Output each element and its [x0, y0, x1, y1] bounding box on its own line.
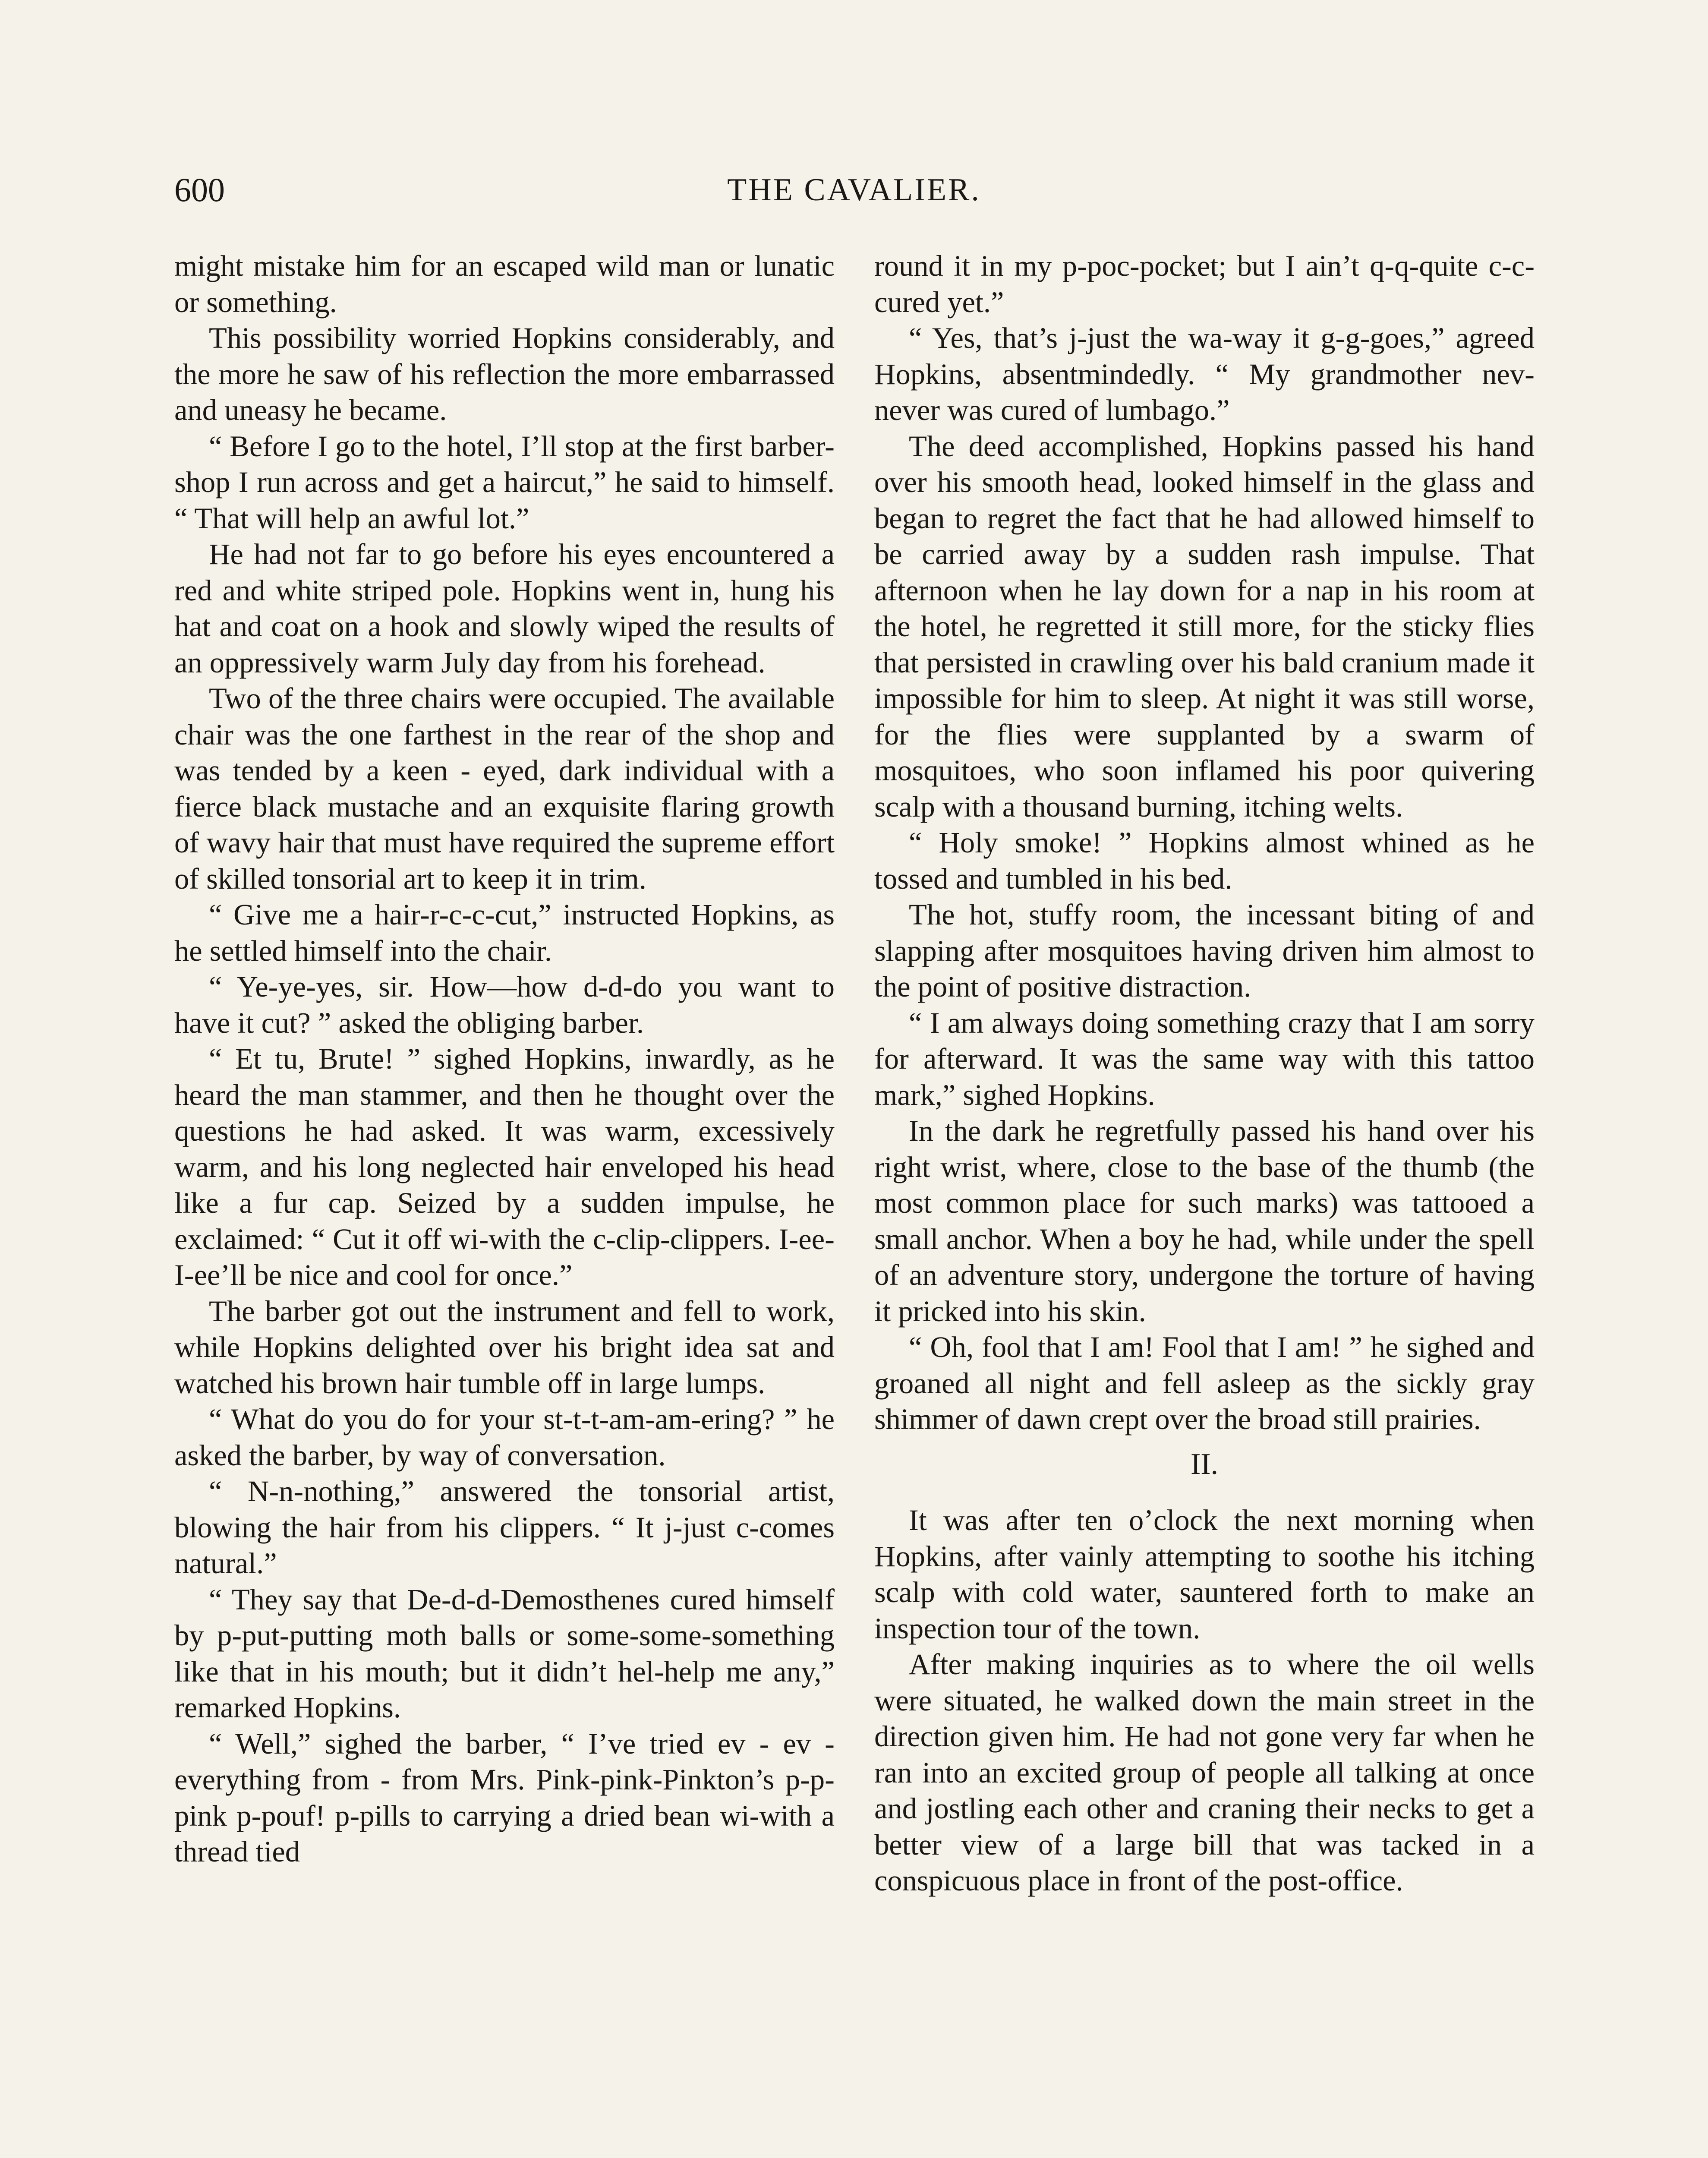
- paragraph: After making inquiries as to where the oil wells were situated, he walked down the main street in the direction given him. He had not gone very far when he ran into an excited group of people all talking at once and jostling each other and craning their necks to get a better view of a large bill that was tacked in a conspicuous place in front of the post-office.: [874, 1648, 1535, 1897]
- paragraph: “ Yes, that’s j-just the wa-way it g-g-goes,” agreed Hopkins, absentmindedly. “ My grandmother nev-never was cured of lumbago.”: [874, 322, 1535, 426]
- paragraph: “ Before I go to the hotel, I’ll stop at the first barber-shop I run across and get a haircut,” he said to himself. “ That will help an awful lot.”: [174, 429, 835, 535]
- left-column: [174, 248, 835, 1870]
- paragraph: The barber got out the instrument and fell to work, while Hopkins delighted over his bright idea sat and watched his brown hair tumble off in large lumps.: [174, 1294, 835, 1400]
- paragraph: “ Holy smoke! ” Hopkins almost whined as he tossed and tumbled in his bed.: [874, 826, 1535, 895]
- running-title: THE CAVALIER.: [727, 172, 981, 208]
- paragraph: This possibility worried Hopkins considerably, and the more he saw of his reflection the more embarrassed and uneasy he became.: [174, 322, 835, 426]
- page-number: 600: [174, 171, 225, 208]
- paragraph: The hot, stuffy room, the incessant biting of and slapping after mosquitoes having driven him almost to the point of positive distraction.: [874, 898, 1535, 1003]
- paragraph: “ I am always doing something crazy that I am sorry for afterward. It was the same way with this tattoo mark,” sighed Hopkins.: [874, 1006, 1535, 1111]
- page-header: [174, 166, 1534, 214]
- paragraph: “ Oh, fool that I am! Fool that I am! ” he sighed and groaned all night and fell asleep as the sickly gray shimmer of dawn crept over the broad still prairies.: [874, 1331, 1535, 1436]
- paragraph: “ Well,” sighed the barber, “ I’ve tried ev - ev - everything from - from Mrs. Pink-pink-Pinkton’s p-p-pink p-pouf! p-pills to carrying a dried bean wi-with a thread tied: [174, 1727, 835, 1868]
- paragraph: “ Give me a hair-r-c-c-cut,” instructed Hopkins, as he settled himself into the chair.: [174, 898, 835, 967]
- paragraph: “ Et tu, Brute! ” sighed Hopkins, inwardly, as he heard the man stammer, and then he thought over the questions he had asked. It was warm, excessively warm, and his long neglected hair enveloped his head like a fur cap. Seized by a sudden impulse, he exclaimed: “ Cut it off wi-with the c-clip-clippers. I-ee-I-ee’ll be nice and cool for once.”: [174, 1042, 835, 1291]
- paragraph: round it in my p-poc-pocket; but I ain’t q-q-quite c-c-cured yet.”: [874, 249, 1535, 319]
- paragraph: Two of the three chairs were occupied. The available chair was the one farthest in the rear of the shop and was tended by a keen - eyed, dark individual with a fierce black mustache and an exquisite flaring growth of wavy hair that must have required the supreme effort of skilled tonsorial art to keep it in trim.: [174, 682, 835, 895]
- paragraph: It was after ten o’clock the next morning when Hopkins, after vainly attempting to soothe his itching scalp with cold water, sauntered forth to make an inspection tour of the town.: [874, 1504, 1535, 1645]
- paragraph: “ N-n-nothing,” answered the tonsorial artist, blowing the hair from his clippers. “ It j-just c-comes natural.”: [174, 1475, 835, 1580]
- section-heading: II.: [1190, 1447, 1219, 1481]
- paragraph: He had not far to go before his eyes encountered a red and white striped pole. Hopkins went in, hung his hat and coat on a hook and slowly wiped the results of an oppressively warm July day from his forehead.: [174, 538, 835, 679]
- paragraph: In the dark he regretfully passed his hand over his right wrist, where, close to the base of the thumb (the most common place for such marks) was tattooed a small anchor. When a boy he had, while under the spell of an adventure story, undergone the torture of having it pricked into his skin.: [874, 1114, 1535, 1328]
- paragraph: “ They say that De-d-d-Demosthenes cured himself by p-put-putting moth balls or some-some-something like that in his mouth; but it didn’t hel-help me any,” remarked Hopkins.: [174, 1583, 835, 1724]
- paragraph: “ What do you do for your st-t-t-am-am-ering? ” he asked the barber, by way of conversation.: [174, 1403, 835, 1472]
- right-column: [874, 248, 1535, 1899]
- paragraph: might mistake him for an escaped wild man or lunatic or something.: [174, 249, 835, 319]
- paragraph: “ Ye-ye-yes, sir. How—how d-d-do you want to have it cut? ” asked the obliging barber.: [174, 970, 835, 1039]
- paragraph: The deed accomplished, Hopkins passed his hand over his smooth head, looked himself in the glass and began to regret the fact that he had allowed himself to be carried away by a sudden rash impulse. That afternoon when he lay down for a nap in his room at the hotel, he regretted it still more, for the sticky flies that persisted in crawling over his bald cranium made it impossible for him to sleep. At night it was still worse, for the flies were supplanted by a swarm of mosquitoes, who soon inflamed his poor quivering scalp with a thousand burning, itching welts.: [874, 429, 1535, 823]
